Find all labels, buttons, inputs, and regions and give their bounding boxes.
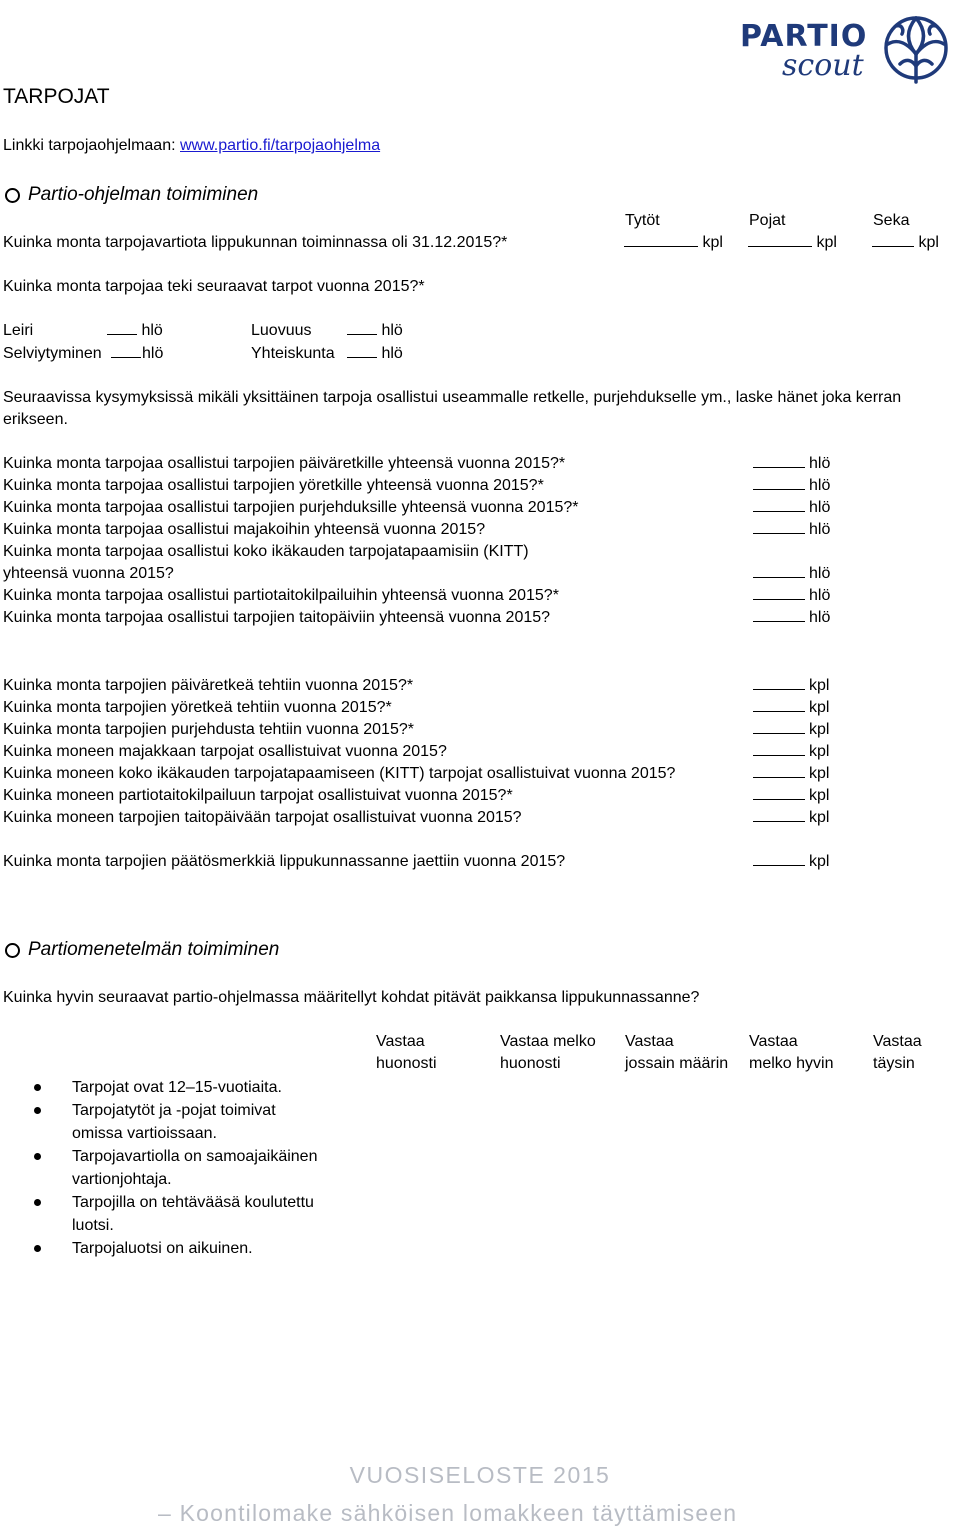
answer-field[interactable] [753, 763, 805, 778]
answer-field[interactable] [753, 675, 805, 690]
statement-list [30, 1076, 330, 1260]
answer-field[interactable] [753, 697, 805, 712]
participant-question-row [3, 519, 833, 541]
program-link[interactable]: www.partio.fi/tarpojaohjelma [180, 137, 381, 154]
question-badges-count: Kuinka monta tarpojien päätösmerkkiä lippukunnassanne jaettiin vuonna 2015? [3, 853, 566, 870]
statement-item: Tarpojavartiolla on samoajaikäinen vartionjohtaja. [30, 1145, 330, 1191]
logo-text-partio: PARTIO [740, 19, 868, 54]
rating-header-line: jossain määrin [625, 1055, 729, 1072]
trip-luovuus-answer [347, 320, 403, 342]
unit-label: kpl [809, 787, 830, 804]
unit-label: hlö [809, 521, 831, 538]
unit-label: hlö [809, 499, 831, 516]
unit-label: hlö [381, 322, 403, 339]
unit-label: hlö [809, 587, 831, 604]
question-skills-day-participants: Kuinka monta tarpojaa osallistui tarpojien taitopäiviin yhteensä vuonna 2015? [3, 609, 551, 626]
answer-field[interactable] [753, 607, 805, 622]
unit-label: kpl [809, 721, 830, 738]
section-heading-program [5, 184, 258, 206]
trip-leiri [3, 320, 33, 342]
logo-text-scout: scout [782, 48, 864, 83]
rating-header-line: huonosti [376, 1055, 437, 1072]
unit-label: hlö [141, 322, 163, 339]
method-question: Kuinka hyvin seuraavat partio-ohjelmassa määritellyt kohdat pitävät paikkansa lippukunnassanne? [3, 989, 700, 1006]
section-heading-method [5, 939, 279, 961]
rating-header-line: Vastaa [376, 1033, 425, 1050]
answer-field[interactable] [753, 851, 805, 866]
fleur-de-lis-emblem-icon [874, 4, 958, 88]
patrol-count-boys [748, 232, 837, 254]
question-overnight-trips-count: Kuinka monta tarpojien yöretkeä tehtiin vuonna 2015?* [3, 699, 392, 716]
participant-question-row [3, 475, 833, 497]
question-majakka-count: Kuinka moneen majakkaan tarpojat osallistuivat vuonna 2015? [3, 743, 447, 760]
statement-item: Tarpojaluotsi on aikuinen. [30, 1237, 330, 1260]
event-question-row [3, 763, 833, 785]
unit-label: kpl [918, 234, 939, 251]
footer-title: VUOSISELOSTE 2015 [349, 1462, 611, 1488]
statement-item: Tarpojilla on tehtävääsä koulutettu luotsi. [30, 1191, 330, 1237]
rating-header-line: huonosti [500, 1055, 561, 1072]
partio-scout-logo [738, 4, 958, 88]
question-skills-competition-count: Kuinka moneen partiotaitokilpailuun tarpojat osallistuivat vuonna 2015?* [3, 787, 513, 804]
statement-item: Tarpojatytöt ja -pojat toimivat omissa vartioissaan. [30, 1099, 330, 1145]
event-question-row [3, 807, 833, 829]
rating-header-line: Vastaa [625, 1033, 674, 1050]
page-title: TARPOJAT [3, 85, 110, 108]
answer-field[interactable] [753, 741, 805, 756]
event-question-row [3, 719, 833, 741]
unit-label: kpl [809, 765, 830, 782]
participant-question-row [3, 585, 833, 607]
question-majakka-participants: Kuinka monta tarpojaa osallistui majakoihin yhteensä vuonna 2015? [3, 521, 486, 538]
answer-field[interactable] [753, 719, 805, 734]
patrol-count-girls [624, 232, 723, 254]
trip-selviytyminen [3, 343, 102, 365]
program-link-row [3, 135, 380, 157]
trip-selviytyminen-field[interactable] [111, 343, 141, 358]
question-kitt-participants-line1: Kuinka monta tarpojaa osallistui koko ikäkauden tarpojatapaamisiin (KITT) [3, 543, 529, 560]
col-header-boys: Pojat [749, 212, 786, 229]
unit-label: kpl [809, 809, 830, 826]
question-sailing-participants: Kuinka monta tarpojaa osallistui tarpojien purjehduksille yhteensä vuonna 2015?* [3, 499, 579, 516]
trip-yhteiskunta-answer [347, 343, 403, 365]
col-header-girls: Tytöt [625, 212, 660, 229]
rating-header-line: Vastaa [873, 1033, 922, 1050]
answer-field[interactable] [753, 785, 805, 800]
unit-label: kpl [816, 234, 837, 251]
col-header-mixed: Seka [873, 212, 910, 229]
circle-bullet-icon [5, 943, 20, 958]
rating-header-line: täysin [873, 1055, 915, 1072]
trip-leiri-field[interactable] [107, 320, 137, 335]
participant-question-row [3, 453, 833, 475]
unit-label: kpl [809, 699, 830, 716]
question-skills-competition-participants: Kuinka monta tarpojaa osallistui partiotaitokilpailuihin yhteensä vuonna 2015?* [3, 587, 559, 604]
patrol-count-mixed [872, 232, 939, 254]
answer-field[interactable] [753, 807, 805, 822]
trip-luovuus-label: Luovuus [251, 322, 312, 339]
question-day-trips-participants: Kuinka monta tarpojaa osallistui tarpojien päiväretkille yhteensä vuonna 2015?* [3, 455, 566, 472]
trip-yhteiskunta-field[interactable] [347, 343, 377, 358]
program-link-label: Linkki tarpojaohjelmaan: [3, 137, 180, 154]
patrol-count-question: Kuinka monta tarpojavartiota lippukunnan toiminnassa oli 31.12.2015?* [3, 234, 508, 251]
unit-label: hlö [809, 609, 831, 626]
trip-yhteiskunta [251, 343, 335, 365]
unit-label: hlö [809, 455, 831, 472]
trip-leiri-label: Leiri [3, 322, 34, 339]
unit-label: hlö [142, 345, 164, 362]
trip-selviytyminen-answer [111, 343, 163, 365]
counting-note: Seuraavissa kysymyksissä mikäli yksittäinen tarpoja osallistui useammalle retkelle, purjehdukselle ym., laske hänet joka kerran erikseen. [3, 389, 902, 428]
answer-field[interactable] [753, 519, 805, 534]
badge-question-row [3, 851, 833, 873]
rating-header-line: Vastaa [749, 1033, 798, 1050]
rating-header-somewhat [625, 1031, 745, 1075]
event-question-row [3, 675, 833, 697]
answer-field[interactable] [753, 453, 805, 468]
answer-field[interactable] [753, 585, 805, 600]
unit-label: hlö [381, 345, 403, 362]
event-question-row [3, 741, 833, 763]
question-skills-day-count: Kuinka moneen tarpojien taitopäivään tarpojat osallistuivat vuonna 2015? [3, 809, 522, 826]
participant-question-row [3, 497, 833, 519]
rating-header-rather-poorly [500, 1031, 620, 1075]
event-question-row [3, 785, 833, 807]
rating-header-line: Vastaa melko [500, 1033, 596, 1050]
unit-label: hlö [809, 477, 831, 494]
trip-selviytyminen-label: Selviytyminen [3, 345, 102, 362]
answer-field[interactable] [753, 563, 805, 578]
participant-question-row [3, 563, 833, 585]
answer-field[interactable] [753, 497, 805, 512]
question-sailing-count: Kuinka monta tarpojien purjehdusta tehtiin vuonna 2015?* [3, 721, 414, 738]
unit-label: hlö [809, 565, 831, 582]
section-heading-method-text: Partiomenetelmän toimiminen [28, 939, 280, 960]
rating-header-poorly [376, 1031, 496, 1075]
patrol-count-mixed-field[interactable] [872, 232, 914, 247]
answer-field[interactable] [753, 475, 805, 490]
rating-header-rather-well [749, 1031, 869, 1075]
rating-header-line: melko hyvin [749, 1055, 834, 1072]
patrol-count-girls-field[interactable] [624, 232, 698, 247]
trip-leiri-answer [107, 320, 163, 342]
trip-yhteiskunta-label: Yhteiskunta [251, 345, 335, 362]
question-day-trips-count: Kuinka monta tarpojien päiväretkeä tehtiin vuonna 2015?* [3, 677, 414, 694]
trips-question: Kuinka monta tarpojaa teki seuraavat tarpot vuonna 2015?* [3, 278, 425, 295]
rating-header-fully [873, 1031, 953, 1075]
circle-bullet-icon [5, 188, 20, 203]
participant-question-row [3, 607, 833, 629]
footer-subtitle: – Koontilomake sähköisen lomakkeen täyttämiseen [158, 1500, 738, 1526]
section-heading-program-text: Partio-ohjelman toimiminen [28, 184, 259, 205]
unit-label: kpl [809, 743, 830, 760]
question-kitt-count: Kuinka moneen koko ikäkauden tarpojatapaamiseen (KITT) tarpojat osallistuivat vuonna 2015? [3, 765, 676, 782]
event-question-row [3, 697, 833, 719]
patrol-count-boys-field[interactable] [748, 232, 812, 247]
trip-luovuus-field[interactable] [347, 320, 377, 335]
question-overnight-trips-participants: Kuinka monta tarpojaa osallistui tarpojien yöretkille yhteensä vuonna 2015?* [3, 477, 544, 494]
unit-label: kpl [702, 234, 723, 251]
trip-luovuus [251, 320, 312, 342]
unit-label: kpl [809, 677, 830, 694]
statement-item: Tarpojat ovat 12–15-vuotiaita. [30, 1076, 330, 1099]
question-kitt-participants-line2: yhteensä vuonna 2015? [3, 565, 174, 582]
unit-label: kpl [809, 853, 830, 870]
